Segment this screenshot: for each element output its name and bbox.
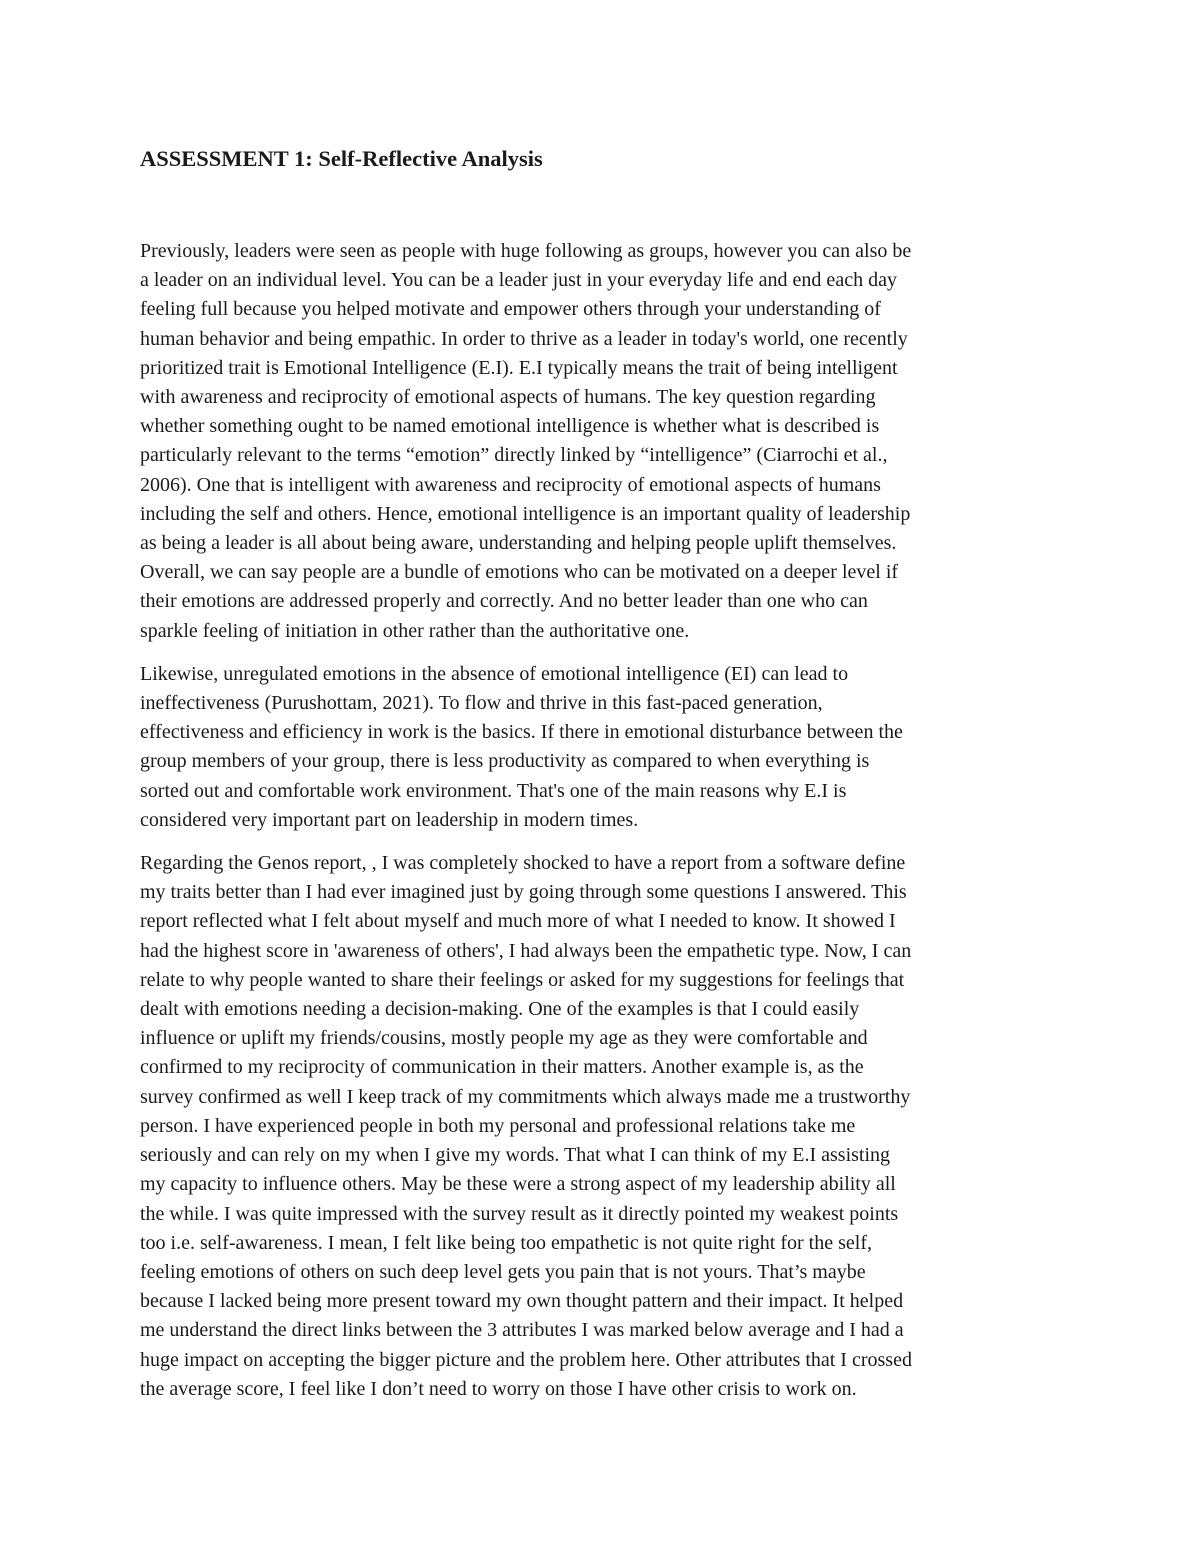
text-line: Likewise, unregulated emotions in the absence of emotional intelligence (EI) can lead to	[140, 662, 849, 685]
text-line: 2006). One that is intelligent with awareness and reciprocity of emotional aspects of humans	[140, 473, 881, 496]
text-line: influence or uplift my friends/cousins, mostly people my age as they were comfortable and	[140, 1027, 868, 1050]
text-line: had the highest score in 'awareness of others', I had always been the empathetic type. Now, I can	[140, 939, 912, 962]
text-line: including the self and others. Hence, emotional intelligence is an important quality of leadership	[140, 502, 911, 525]
text-line: considered very important part on leadership in modern times.	[140, 808, 639, 831]
text-line: dealt with emotions needing a decision-making. One of the examples is that I could easily	[140, 998, 860, 1021]
text-line: the average score, I feel like I don’t need to worry on those I have other crisis to work on.	[140, 1377, 857, 1400]
text-line: Regarding the Genos report, , I was completely shocked to have a report from a software define	[140, 852, 906, 875]
text-line: report reflected what I felt about myself and much more of what I needed to know. It showed I	[140, 910, 896, 933]
text-line: human behavior and being empathic. In order to thrive as a leader in today's world, one recently	[140, 327, 908, 350]
text-line: person. I have experienced people in both my personal and professional relations take me	[140, 1114, 856, 1137]
text-line: feeling emotions of others on such deep level gets you pain that is not yours. That’s maybe	[140, 1260, 866, 1283]
text-line: because I lacked being more present toward my own thought pattern and their impact. It helped	[140, 1290, 904, 1313]
text-line: relate to why people wanted to share their feelings or asked for my suggestions for feelings that	[140, 968, 905, 991]
text-line: Overall, we can say people are a bundle of emotions who can be motivated on a deeper level if	[140, 561, 899, 584]
text-line: whether something ought to be named emotional intelligence is whether what is described is	[140, 415, 880, 438]
text-line: with awareness and reciprocity of emotional aspects of humans. The key question regarding	[140, 386, 876, 409]
text-line: their emotions are addressed properly and correctly. And no better leader than one who can	[140, 590, 868, 613]
text-line: Previously, leaders were seen as people with huge following as groups, however you can also be	[140, 240, 912, 262]
text-line: my capacity to influence others. May be these were a strong aspect of my leadership ability all	[140, 1173, 896, 1196]
text-line: ineffectiveness (Purushottam, 2021). To flow and thrive in this fast-paced generation,	[140, 692, 823, 715]
document-title: ASSESSMENT 1: Self-Reflective Analysis	[140, 146, 543, 171]
text-line: confirmed to my reciprocity of communication in their matters. Another example is, as the	[140, 1056, 864, 1079]
text-line: as being a leader is all about being aware, understanding and helping people uplift themselves.	[140, 532, 897, 555]
text-line: me understand the direct links between the 3 attributes I was marked below average and I had a	[140, 1319, 904, 1342]
text-line: a leader on an individual level. You can be a leader just in your everyday life and end each day	[140, 269, 897, 292]
text-line: feeling full because you helped motivate and empower others through your understanding of	[140, 298, 881, 321]
text-line: group members of your group, there is less productivity as compared to when everything is	[140, 750, 870, 773]
document-body	[140, 237, 1080, 1404]
text-line: sparkle feeling of initiation in other rather than the authoritative one.	[140, 619, 690, 642]
paragraph-3	[140, 849, 1080, 1404]
paragraph-2	[140, 660, 1080, 835]
text-line: huge impact on accepting the bigger picture and the problem here. Other attributes that I crossed	[140, 1348, 912, 1371]
text-line: effectiveness and efficiency in work is the basics. If there in emotional disturbance between the	[140, 721, 903, 744]
text-line: my traits better than I had ever imagined just by going through some questions I answered. This	[140, 881, 907, 904]
text-line: seriously and can rely on my when I give my words. That what I can think of my E.I assisting	[140, 1144, 891, 1167]
text-line: survey confirmed as well I keep track of my commitments which always made me a trustworthy	[140, 1085, 911, 1108]
text-line: prioritized trait is Emotional Intelligence (E.I). E.I typically means the trait of being intelligent	[140, 356, 898, 379]
text-line: the while. I was quite impressed with the survey result as it directly pointed my weakest points	[140, 1202, 899, 1225]
text-line: sorted out and comfortable work environment. That's one of the main reasons why E.I is	[140, 779, 847, 802]
paragraph-1	[140, 237, 1080, 646]
text-line: particularly relevant to the terms “emotion” directly linked by “intelligence” (Ciarrochi et al.,	[140, 444, 888, 467]
text-line: too i.e. self-awareness. I mean, I felt like being too empathetic is not quite right for the self,	[140, 1231, 872, 1254]
